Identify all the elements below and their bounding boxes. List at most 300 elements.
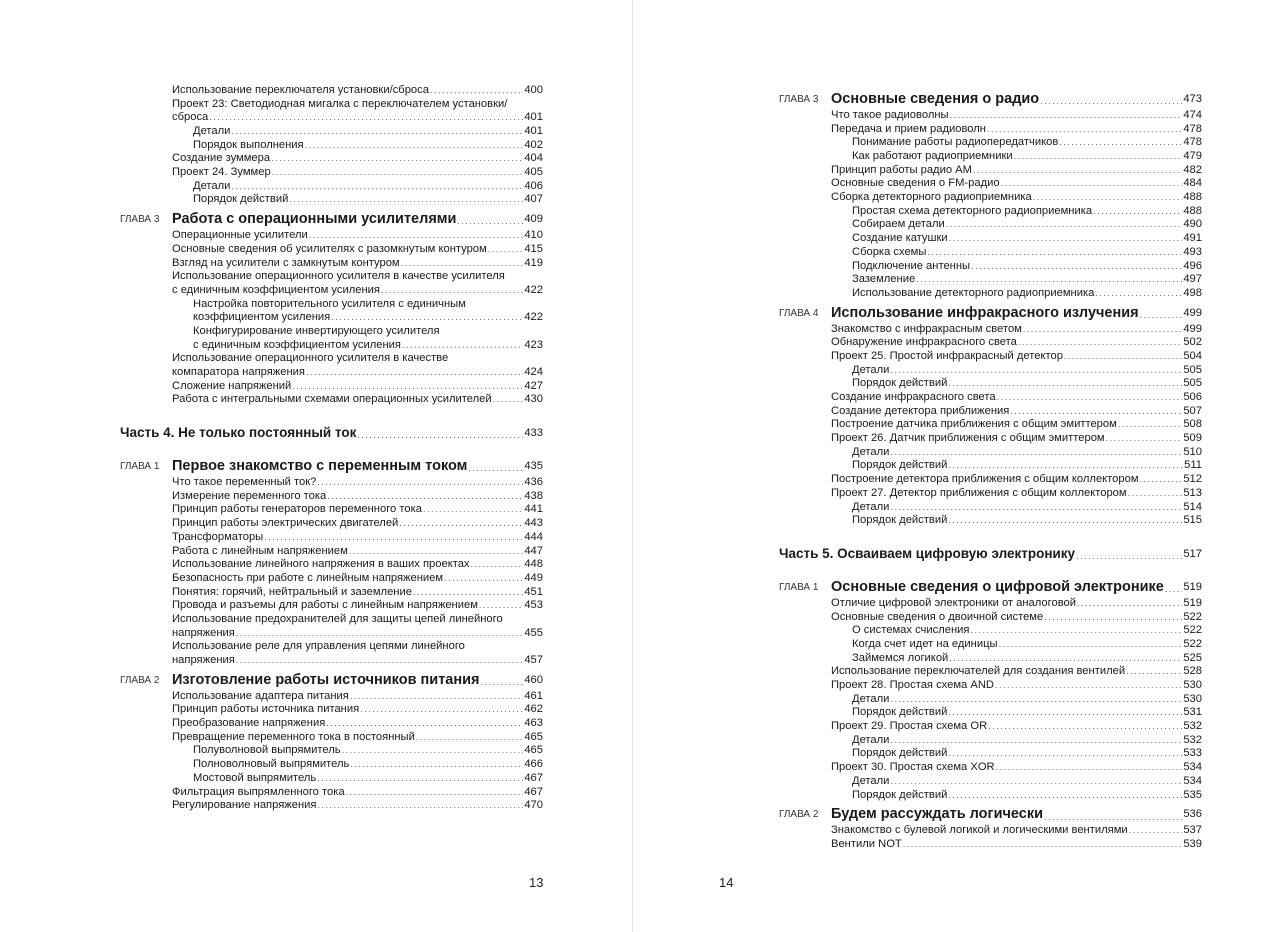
toc-entry-title: Детали xyxy=(852,363,890,376)
dot-leader xyxy=(890,775,1182,789)
toc-entry xyxy=(779,720,1202,734)
toc-page-number: 512 xyxy=(1183,473,1202,486)
toc-entry-title: Принцип работы электрических двигателей xyxy=(172,517,399,530)
toc-page-number: 479 xyxy=(1183,150,1202,163)
toc-page-number: 532 xyxy=(1183,720,1202,733)
toc-entry-title: Использование детекторного радиоприемника xyxy=(852,286,1095,299)
toc-page-number: 498 xyxy=(1183,286,1202,299)
dot-leader xyxy=(1140,473,1183,487)
chapter-label: ГЛАВА 1 xyxy=(779,581,819,593)
toc-entry-title: Детали xyxy=(852,692,890,705)
toc-entry xyxy=(120,111,543,125)
dot-leader xyxy=(1165,583,1183,597)
toc-page-number: 506 xyxy=(1183,391,1202,404)
toc-page-number: 482 xyxy=(1183,163,1202,176)
toc-page-number: 493 xyxy=(1183,245,1202,258)
toc-page-number: 522 xyxy=(1183,624,1202,637)
toc-entry-title: Использование предохранителей для защиты цепей линейного xyxy=(172,612,503,625)
toc-page-number: 424 xyxy=(524,366,543,379)
dot-leader xyxy=(317,476,523,490)
dot-leader xyxy=(1059,136,1182,150)
toc-page-number: 536 xyxy=(1183,808,1202,821)
dot-leader xyxy=(1140,309,1183,323)
toc-entry xyxy=(120,572,543,586)
toc-entry-title: Основные сведения о радио xyxy=(831,91,1040,107)
toc-entry-title: Знакомство с инфракрасным светом xyxy=(831,322,1022,335)
toc-entry xyxy=(120,599,543,613)
toc-entry xyxy=(120,339,543,353)
dot-leader xyxy=(350,758,523,772)
page-number: 14 xyxy=(719,875,734,890)
dot-leader xyxy=(264,531,523,545)
toc-page-number: 463 xyxy=(524,717,543,730)
dot-leader xyxy=(916,273,1182,287)
toc-page-number: 517 xyxy=(1183,547,1202,560)
toc-entry xyxy=(779,418,1202,432)
toc-page-number: 537 xyxy=(1183,824,1202,837)
toc-page-number: 502 xyxy=(1183,336,1202,349)
toc-entry xyxy=(120,229,543,243)
dot-leader xyxy=(402,339,523,353)
dot-leader xyxy=(948,706,1182,720)
toc-entry xyxy=(120,180,543,194)
dot-leader xyxy=(1128,487,1183,501)
dot-leader xyxy=(327,490,523,504)
toc-page-number: 444 xyxy=(524,530,543,543)
toc-page-number: 404 xyxy=(524,152,543,165)
toc-page-number: 433 xyxy=(524,427,543,440)
dot-leader xyxy=(949,652,1182,666)
toc-entry-title: напряжения xyxy=(172,626,235,639)
toc-page-number: 528 xyxy=(1183,665,1202,678)
toc-entry xyxy=(779,638,1202,652)
toc-page-number: 514 xyxy=(1183,500,1202,513)
toc-entry-title: Передача и прием радиоволн xyxy=(831,122,986,135)
toc-entry xyxy=(120,490,543,504)
toc-entry xyxy=(779,336,1202,350)
toc-page-number: 470 xyxy=(524,799,543,812)
dot-leader xyxy=(317,772,523,786)
toc-page-number: 505 xyxy=(1183,363,1202,376)
dot-leader xyxy=(950,109,1183,123)
toc-chapter-heading xyxy=(120,210,543,229)
toc-entry-title: Фильтрация выпрямленного тока xyxy=(172,785,345,798)
toc-entry-title: Принцип работы радио AM xyxy=(831,163,972,176)
toc-entry xyxy=(120,558,543,572)
toc-entry-title: Порядок действий xyxy=(852,459,948,472)
toc-entry xyxy=(779,260,1202,274)
toc-entry-title: Что такое радиоволны xyxy=(831,108,949,121)
dot-leader xyxy=(423,503,523,517)
dot-leader xyxy=(305,139,524,153)
dot-leader xyxy=(317,799,523,813)
dot-leader xyxy=(1093,205,1182,219)
toc-entry-title: Обнаружение инфракрасного света xyxy=(831,336,1017,349)
toc-page-number: 401 xyxy=(524,111,543,124)
toc-page-number: 488 xyxy=(1183,204,1202,217)
toc-entry xyxy=(779,432,1202,446)
toc-entry xyxy=(120,703,543,717)
dot-leader xyxy=(1095,287,1182,301)
toc-page-number: 533 xyxy=(1183,747,1202,760)
toc-entry-title: Отличие цифровой электроники от аналоговой xyxy=(831,596,1076,609)
toc-page-number: 466 xyxy=(524,758,543,771)
toc-entry-title: Порядок действий xyxy=(193,193,289,206)
dot-leader xyxy=(1064,350,1182,364)
toc-entry-title: Использование линейного напряжения в ваших проектах xyxy=(172,558,470,571)
toc-entry-title: Полуволновой выпрямитель xyxy=(193,744,341,757)
toc-entry xyxy=(120,717,543,731)
toc-entry-title: Будем рассуждать логически xyxy=(831,806,1044,823)
toc-entry xyxy=(120,325,543,339)
toc-entry xyxy=(120,243,543,257)
toc-entry-title: Провода и разъемы для работы с линейным напряжением xyxy=(172,599,478,612)
toc-page-number: 405 xyxy=(524,166,543,179)
toc-entry-title: Заземление xyxy=(852,273,916,286)
toc-entry-title: Использование реле для управления цепями линейного xyxy=(172,640,465,653)
toc-entry xyxy=(779,246,1202,260)
toc-entry-title: компаратора напряжения xyxy=(172,366,305,379)
toc-entry-title: Основные сведения о FM-радио xyxy=(831,177,1000,190)
toc-entry xyxy=(779,514,1202,528)
toc-entry-title: Порядок действий xyxy=(852,788,948,801)
dot-leader xyxy=(995,679,1182,693)
toc-entry-title: Знакомство с булевой логикой и логическими вентилями xyxy=(831,824,1128,837)
toc-entry xyxy=(779,123,1202,137)
toc-entry xyxy=(779,109,1202,123)
toc-entry xyxy=(779,364,1202,378)
toc-entry xyxy=(779,191,1202,205)
toc-entry xyxy=(120,531,543,545)
toc-page-number: 422 xyxy=(524,311,543,324)
toc-entry xyxy=(120,799,543,813)
toc-page-number: 415 xyxy=(524,242,543,255)
toc-entry xyxy=(120,613,543,627)
toc-entry-title: Взгляд на усилители с замкнутым контуром xyxy=(172,256,400,269)
dot-leader xyxy=(890,364,1182,378)
toc-page-number: 423 xyxy=(524,338,543,351)
toc-entry-title: Проект 30. Простая схема XOR xyxy=(831,761,995,774)
toc-entry xyxy=(120,194,543,208)
dot-leader xyxy=(948,459,1183,473)
toc-entry-title: с единичным коэффициентом усиления xyxy=(193,338,401,351)
toc-entry xyxy=(779,391,1202,405)
toc-page-number: 473 xyxy=(1183,93,1202,105)
toc-page-number: 484 xyxy=(1183,177,1202,190)
toc-entry xyxy=(120,640,543,654)
toc-entry-title: Использование переключателей для создания вентилей xyxy=(831,665,1126,678)
toc-page-number: 510 xyxy=(1183,445,1202,458)
toc-entry-title: Что такое переменный ток? xyxy=(172,476,317,489)
toc-entry xyxy=(120,270,543,284)
toc-entry-title: Построение датчика приближения с общим эмиттером xyxy=(831,418,1117,431)
toc-entry-title: Построение детектора приближения с общим коллектором xyxy=(831,473,1139,486)
toc-page-number: 535 xyxy=(1183,788,1202,801)
chapter-label: ГЛАВА 3 xyxy=(120,214,160,226)
dot-leader xyxy=(1044,611,1182,625)
dot-leader xyxy=(946,218,1183,232)
dot-leader xyxy=(997,391,1183,405)
toc-page-number: 465 xyxy=(524,744,543,757)
toc-entry-title: Первое знакомство с переменным током xyxy=(172,458,468,475)
toc-entry-title: Подключение антенны xyxy=(852,259,971,272)
toc-page-number: 427 xyxy=(524,379,543,392)
dot-leader xyxy=(479,599,523,613)
toc-entry-title: Использование инфракрасного излучения xyxy=(831,304,1139,321)
toc-entry xyxy=(779,706,1202,720)
toc-entry-title: Основные сведения о двоичной системе xyxy=(831,610,1044,623)
toc-page-number: 430 xyxy=(524,393,543,406)
toc-entry xyxy=(779,734,1202,748)
toc-entry xyxy=(120,504,543,518)
toc-entry xyxy=(120,152,543,166)
toc-entry-title: Работа с операционными усилителями xyxy=(172,211,457,228)
dot-leader xyxy=(331,311,523,325)
toc-entry xyxy=(120,298,543,312)
toc-entry xyxy=(779,136,1202,150)
toc-page-number: 522 xyxy=(1183,637,1202,650)
dot-leader xyxy=(481,676,524,690)
toc-page-number: 407 xyxy=(524,193,543,206)
toc-entry xyxy=(779,323,1202,337)
toc-entry xyxy=(120,772,543,786)
toc-entry-title: Превращение переменного тока в постоянный xyxy=(172,730,415,743)
toc-entry-title: Операционные усилители xyxy=(172,229,308,242)
toc-entry-title: Сборка схемы xyxy=(852,245,927,258)
dot-leader xyxy=(236,627,524,641)
dot-leader xyxy=(471,558,524,572)
toc-entry xyxy=(779,679,1202,693)
toc-entry xyxy=(779,775,1202,789)
toc-entry xyxy=(779,287,1202,301)
toc-entry-title: Принцип работы источника питания xyxy=(172,703,360,716)
dot-leader xyxy=(948,514,1182,528)
toc-entry-title: напряжения xyxy=(172,654,235,667)
toc-page-number: 451 xyxy=(524,585,543,598)
toc-entry-title: Детали xyxy=(193,125,231,138)
toc-entry xyxy=(779,177,1202,191)
chapter-label: ГЛАВА 2 xyxy=(120,674,160,686)
dot-leader xyxy=(1044,811,1182,825)
toc-entry-title: Проект 28. Простая схема AND xyxy=(831,679,995,692)
toc-page-number: 402 xyxy=(524,138,543,151)
toc-entry xyxy=(779,232,1202,246)
dot-leader xyxy=(1023,323,1182,337)
toc-entry-title: Создание детектора приближения xyxy=(831,404,1010,417)
toc-entry xyxy=(779,665,1202,679)
toc-entry xyxy=(120,545,543,559)
toc-page-number: 438 xyxy=(524,489,543,502)
toc-page-number: 499 xyxy=(1183,322,1202,335)
right-page xyxy=(633,0,1267,932)
toc-part-heading xyxy=(779,544,1202,564)
toc-entry-title: Изготовление работы источников питания xyxy=(172,671,480,688)
dot-leader xyxy=(236,654,524,668)
toc-page-number: 504 xyxy=(1183,349,1202,362)
toc-entry xyxy=(120,745,543,759)
chapter-label: ГЛАВА 1 xyxy=(120,461,160,473)
toc-page-number: 406 xyxy=(524,179,543,192)
toc-chapter-heading xyxy=(779,578,1202,597)
toc-entry-title: Как работают радиоприемники xyxy=(852,150,1013,163)
toc-page-number: 436 xyxy=(524,476,543,489)
dot-leader xyxy=(970,624,1182,638)
toc-page-number: 467 xyxy=(524,785,543,798)
toc-page-number: 509 xyxy=(1183,432,1202,445)
toc-page-number: 491 xyxy=(1183,232,1202,245)
toc-entry-title: Работа с интегральными схемами операционных усилителей xyxy=(172,393,492,406)
toc-entry xyxy=(779,789,1202,803)
toc-entry xyxy=(120,654,543,668)
toc-entry-title: Использование адаптера питания xyxy=(172,689,349,702)
toc-entry xyxy=(779,487,1202,501)
toc-entry xyxy=(120,586,543,600)
toc-entry xyxy=(779,824,1202,838)
toc-entry-title: Порядок действий xyxy=(852,747,948,760)
toc-page-number: 525 xyxy=(1183,651,1202,664)
dot-leader xyxy=(971,260,1182,274)
toc-entry-title: Преобразование напряжения xyxy=(172,717,326,730)
dot-leader xyxy=(948,789,1182,803)
toc-entry-title: Часть 5. Осваиваем цифровую электронику xyxy=(779,545,1076,561)
toc-entry-title: Детали xyxy=(193,179,231,192)
toc-page-number: 505 xyxy=(1183,377,1202,390)
toc-chapter-heading xyxy=(120,671,543,690)
toc-page-number: 462 xyxy=(524,703,543,716)
dot-leader xyxy=(1010,405,1182,419)
toc-entry-title: Проект 26. Датчик приближения с общим эмиттером xyxy=(831,432,1105,445)
toc-page-number: 534 xyxy=(1183,774,1202,787)
toc-page-number: 513 xyxy=(1183,486,1202,499)
dot-leader xyxy=(493,393,524,407)
toc-entry xyxy=(779,164,1202,178)
toc-entry xyxy=(120,98,543,112)
dot-leader xyxy=(209,111,523,125)
toc-page-number: 400 xyxy=(524,83,543,96)
dot-leader xyxy=(231,180,523,194)
toc-entry-title: Когда счет идет на единицы xyxy=(852,637,998,650)
dot-leader xyxy=(468,462,523,476)
chapter-label: ГЛАВА 4 xyxy=(779,307,819,319)
toc-entry xyxy=(779,597,1202,611)
toc-entry-title: Создание катушки xyxy=(852,232,948,245)
toc-entry-title: Использование операционного усилителя в качестве xyxy=(172,352,449,365)
dot-leader xyxy=(927,246,1182,260)
dot-leader xyxy=(289,193,523,207)
toc-entry-title: коэффициентом усиления xyxy=(193,311,331,324)
dot-leader xyxy=(988,720,1182,734)
toc-page-number: 530 xyxy=(1183,679,1202,692)
toc-entry xyxy=(120,731,543,745)
toc-entry-title: Детали xyxy=(852,733,890,746)
left-page xyxy=(0,0,632,932)
toc-page-number: 497 xyxy=(1183,273,1202,286)
toc-entry-title: Займемся логикой xyxy=(852,651,949,664)
toc-entry-title: О системах счисления xyxy=(852,624,970,637)
toc-entry xyxy=(779,460,1202,474)
toc-page-number: 539 xyxy=(1183,837,1202,850)
toc-entry xyxy=(120,476,543,490)
toc-entry-title: Детали xyxy=(852,445,890,458)
toc-entry-title: Проект 29. Простая схема OR xyxy=(831,720,988,733)
dot-leader xyxy=(999,638,1183,652)
toc-entry xyxy=(120,166,543,180)
dot-leader xyxy=(973,164,1182,178)
toc-entry xyxy=(779,838,1202,852)
toc-entry-title: Создание зуммера xyxy=(172,152,271,165)
toc-page-number: 519 xyxy=(1183,580,1202,593)
toc-entry-title: Часть 4. Не только постоянный ток xyxy=(120,425,357,441)
toc-page-number: 507 xyxy=(1183,404,1202,417)
dot-leader xyxy=(890,693,1182,707)
toc-entry xyxy=(120,393,543,407)
toc-page-number: 474 xyxy=(1183,108,1202,121)
toc-page-number: 443 xyxy=(524,517,543,530)
toc-entry-title: Измерение переменного тока xyxy=(172,489,327,502)
toc-entry xyxy=(120,627,543,641)
dot-leader xyxy=(272,166,524,180)
toc-entry xyxy=(779,624,1202,638)
dot-leader xyxy=(903,838,1183,852)
toc-entry-title: Проект 27. Детектор приближения с общим коллектором xyxy=(831,486,1127,499)
toc-entry-title: Принцип работы генераторов переменного тока xyxy=(172,503,422,516)
toc-page-number: 534 xyxy=(1183,761,1202,774)
toc-page-number: 460 xyxy=(524,673,543,686)
dot-leader xyxy=(1018,336,1182,350)
dot-leader xyxy=(1106,432,1183,446)
dot-leader xyxy=(271,152,523,166)
toc-entry-title: Конфигурирование инвертирующего усилителя xyxy=(193,324,440,337)
toc-page-number: 490 xyxy=(1183,218,1202,231)
toc-entry xyxy=(120,284,543,298)
toc-entry-title: Создание инфракрасного света xyxy=(831,391,996,404)
dot-leader xyxy=(1076,550,1182,564)
dot-leader xyxy=(350,690,523,704)
toc-page-number: 447 xyxy=(524,544,543,557)
toc-entry xyxy=(779,150,1202,164)
toc-entry-title: сброса xyxy=(172,111,209,124)
toc-entry xyxy=(120,786,543,800)
toc-entry-title: Собираем детали xyxy=(852,218,945,231)
toc-entry xyxy=(120,139,543,153)
toc-page-number: 508 xyxy=(1183,418,1202,431)
chapter-label: ГЛАВА 2 xyxy=(779,809,819,821)
toc-entry xyxy=(779,611,1202,625)
toc-page-number: 522 xyxy=(1183,610,1202,623)
toc-entry-title: Порядок выполнения xyxy=(193,138,304,151)
toc-entry-title: Понятия: горячий, нейтральный и заземление xyxy=(172,585,412,598)
toc-entry-title: Детали xyxy=(852,500,890,513)
dot-leader xyxy=(413,586,523,600)
dot-leader xyxy=(1118,418,1183,432)
toc-entry xyxy=(779,219,1202,233)
toc-entry xyxy=(779,761,1202,775)
toc-chapter-heading xyxy=(779,805,1202,824)
dot-leader xyxy=(1014,150,1183,164)
dot-leader xyxy=(890,734,1182,748)
dot-leader xyxy=(1129,824,1183,838)
dot-leader xyxy=(381,284,523,298)
toc-page-number: 511 xyxy=(1184,459,1202,472)
toc-page-number: 530 xyxy=(1183,692,1202,705)
toc-entry xyxy=(120,366,543,380)
toc-entry xyxy=(120,380,543,394)
dot-leader xyxy=(416,731,523,745)
chapter-label: ГЛАВА 3 xyxy=(779,94,819,105)
toc-entry-title: Мостовой выпрямитель xyxy=(193,771,317,784)
dot-leader xyxy=(948,377,1182,391)
toc-page-number: 422 xyxy=(524,283,543,296)
